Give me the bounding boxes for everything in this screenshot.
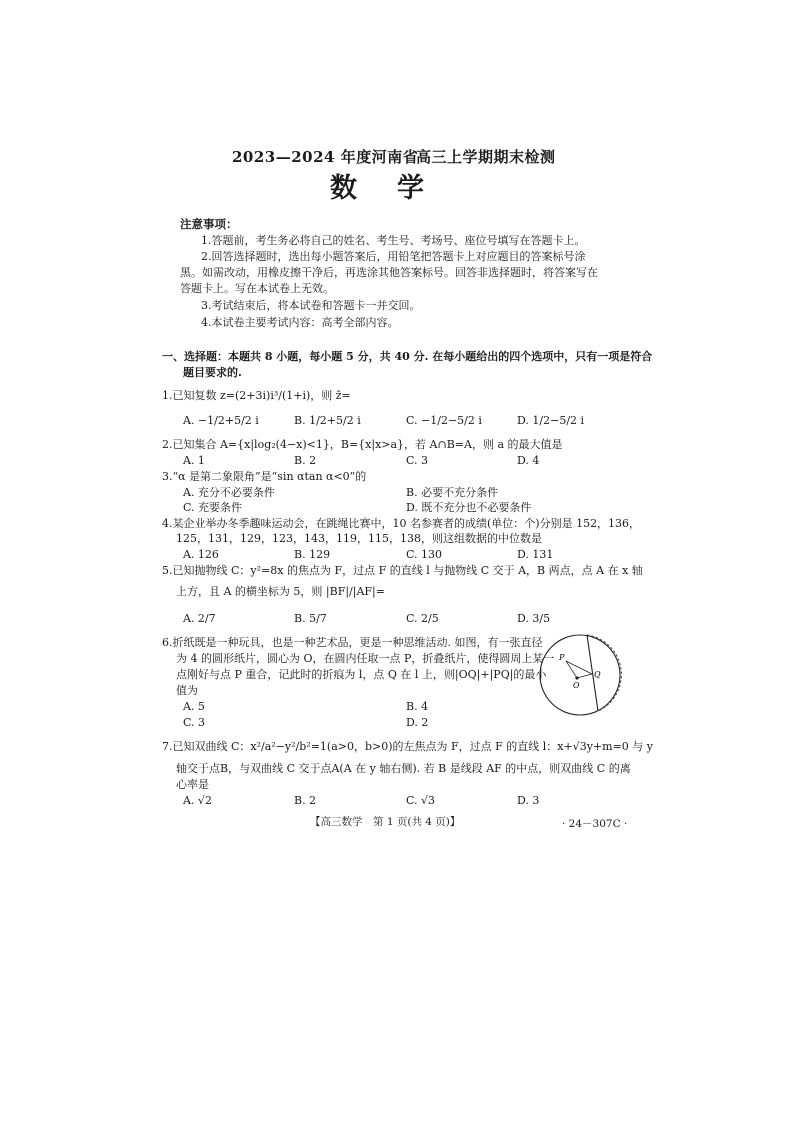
question-6-option-d: D. 2 <box>406 716 429 729</box>
question-4-option-a: A. 126 <box>183 548 219 561</box>
question-2-stem: 2.已知集合 A={x|log₂(4−x)<1}，B={x|x>a}，若 A∩B=A，则 a 的最大值是 <box>162 438 563 451</box>
question-4-option-d: D. 131 <box>517 548 554 561</box>
label-q: Q <box>594 670 601 679</box>
notice-line-1: 1.答题前，考生务必将自己的姓名、考生号、考场号、座位号填写在答题卡上。 <box>201 234 586 247</box>
notice-line-2: 2.回答选择题时，选出每小题答案后，用铅笔把答题卡上对应题目的答案标号涂 <box>201 250 586 263</box>
paper-circle <box>540 635 620 715</box>
question-5-stem-line-1: 5.已知抛物线 C：y²=8x 的焦点为 F，过点 F 的直线 l 与抛物线 C 交于 A，B 两点，点 A 在 x 轴 <box>162 564 643 577</box>
question-6-stem-line-4: 值为 <box>176 684 198 697</box>
question-7-stem-line-1: 7.已知双曲线 C：x²/a²−y²/b²=1(a>0，b>0)的左焦点为 F，过点 F 的直线 l：x+√3y+m=0 与 y <box>162 740 654 753</box>
question-4-stem-line-2: 125，131，129，123，143，119，115，138，则这组数据的中位数是 <box>176 532 542 545</box>
question-5-option-d: D. 3/5 <box>517 612 551 625</box>
page-footer-code: · 24－307C · <box>562 818 628 830</box>
question-1-option-b: B. 1/2+5/2 i <box>294 414 361 427</box>
subject-title: 数学 <box>330 173 464 204</box>
center-point <box>575 676 578 679</box>
question-3-option-b: B. 必要不充分条件 <box>406 486 499 499</box>
exam-year-region: 2023—2024 年度河南省 <box>232 148 419 166</box>
question-2-option-a: A. 1 <box>183 454 205 467</box>
question-4-stem-line-1: 4.某企业举办冬季趣味运动会，在跳绳比赛中，10 名参赛者的成绩(单位：个)分别是 152，136， <box>162 517 641 530</box>
question-3-stem: 3.“α 是第二象限角”是“sin αtan α<0”的 <box>162 470 367 483</box>
section-title-line-1: 一、选择题：本题共 8 小题，每小题 5 分，共 40 分. 在每小题给出的四个选项中，只有一项是符合 <box>162 350 653 363</box>
question-3-option-c: C. 充要条件 <box>183 501 243 514</box>
question-1-option-a: A. −1/2+5/2 i <box>183 414 259 427</box>
page-footer-center: 【高三数学 第 1 页(共 4 页)】 <box>310 816 461 828</box>
question-2-option-d: D. 4 <box>517 454 540 467</box>
question-6-stem-line-3: 点刚好与点 P 重合，记此时的折痕为 l，点 Q 在 l 上，则|OQ|+|PQ|的最小 <box>176 668 547 681</box>
question-6-option-a: A. 5 <box>183 700 205 713</box>
notice-title: 注意事项： <box>180 217 238 231</box>
question-5-option-b: B. 5/7 <box>294 612 327 625</box>
notice-line-6: 4.本试卷主要考试内容：高考全部内容。 <box>201 316 399 329</box>
question-3-option-d: D. 既不充分也不必要条件 <box>406 501 532 514</box>
question-5-option-c: C. 2/5 <box>406 612 439 625</box>
question-4-option-c: C. 130 <box>406 548 443 561</box>
segment-oq <box>577 674 592 678</box>
question-7-option-d: D. 3 <box>517 794 540 807</box>
notice-line-4: 答题卡上。写在本试卷上无效。 <box>180 282 334 295</box>
label-o: O <box>573 681 580 690</box>
question-7-option-a: A. √2 <box>183 794 212 807</box>
question-3-option-a: A. 充分不必要条件 <box>183 486 275 499</box>
exam-name: 高三上学期期末检测 <box>416 148 556 166</box>
question-7-stem-line-3: 心率是 <box>176 778 209 791</box>
folded-circle-figure <box>535 630 625 720</box>
question-4-option-b: B. 129 <box>294 548 331 561</box>
question-6-stem-line-2: 为 4 的圆形纸片，圆心为 O，在圆内任取一点 P，折叠纸片，使得圆周上某一 <box>176 652 555 665</box>
question-1-stem: 1.已知复数 z=(2+3i)i³/(1+i)，则 z̄= <box>162 389 351 402</box>
question-7-option-b: B. 2 <box>294 794 317 807</box>
label-p: P <box>559 653 565 662</box>
question-2-option-b: B. 2 <box>294 454 317 467</box>
question-5-option-a: A. 2/7 <box>183 612 216 625</box>
notice-line-3: 黑。如需改动，用橡皮擦干净后，再选涂其他答案标号。回答非选择题时，将答案写在 <box>180 266 598 279</box>
question-7-option-c: C. √3 <box>406 794 436 807</box>
section-title-line-2: 题目要求的. <box>183 366 242 379</box>
question-7-stem-line-2: 轴交于点B，与双曲线 C 交于点A(A 在 y 轴右侧). 若 B 是线段 AF 的中点，则双曲线 C 的离 <box>176 762 631 775</box>
notice-line-5: 3.考试结束后，将本试卷和答题卡一并交回。 <box>201 299 421 312</box>
question-6-stem-line-1: 6.折纸既是一种玩具，也是一种艺术品，更是一种思维活动. 如图，有一张直径 <box>162 636 543 649</box>
question-6-option-c: C. 3 <box>183 716 206 729</box>
question-6-option-b: B. 4 <box>406 700 429 713</box>
question-5-stem-line-2: 上方，且 A 的横坐标为 5，则 |BF|/|AF|= <box>176 585 385 598</box>
question-1-option-c: C. −1/2−5/2 i <box>406 414 482 427</box>
question-2-option-c: C. 3 <box>406 454 429 467</box>
question-1-option-d: D. 1/2−5/2 i <box>517 414 585 427</box>
